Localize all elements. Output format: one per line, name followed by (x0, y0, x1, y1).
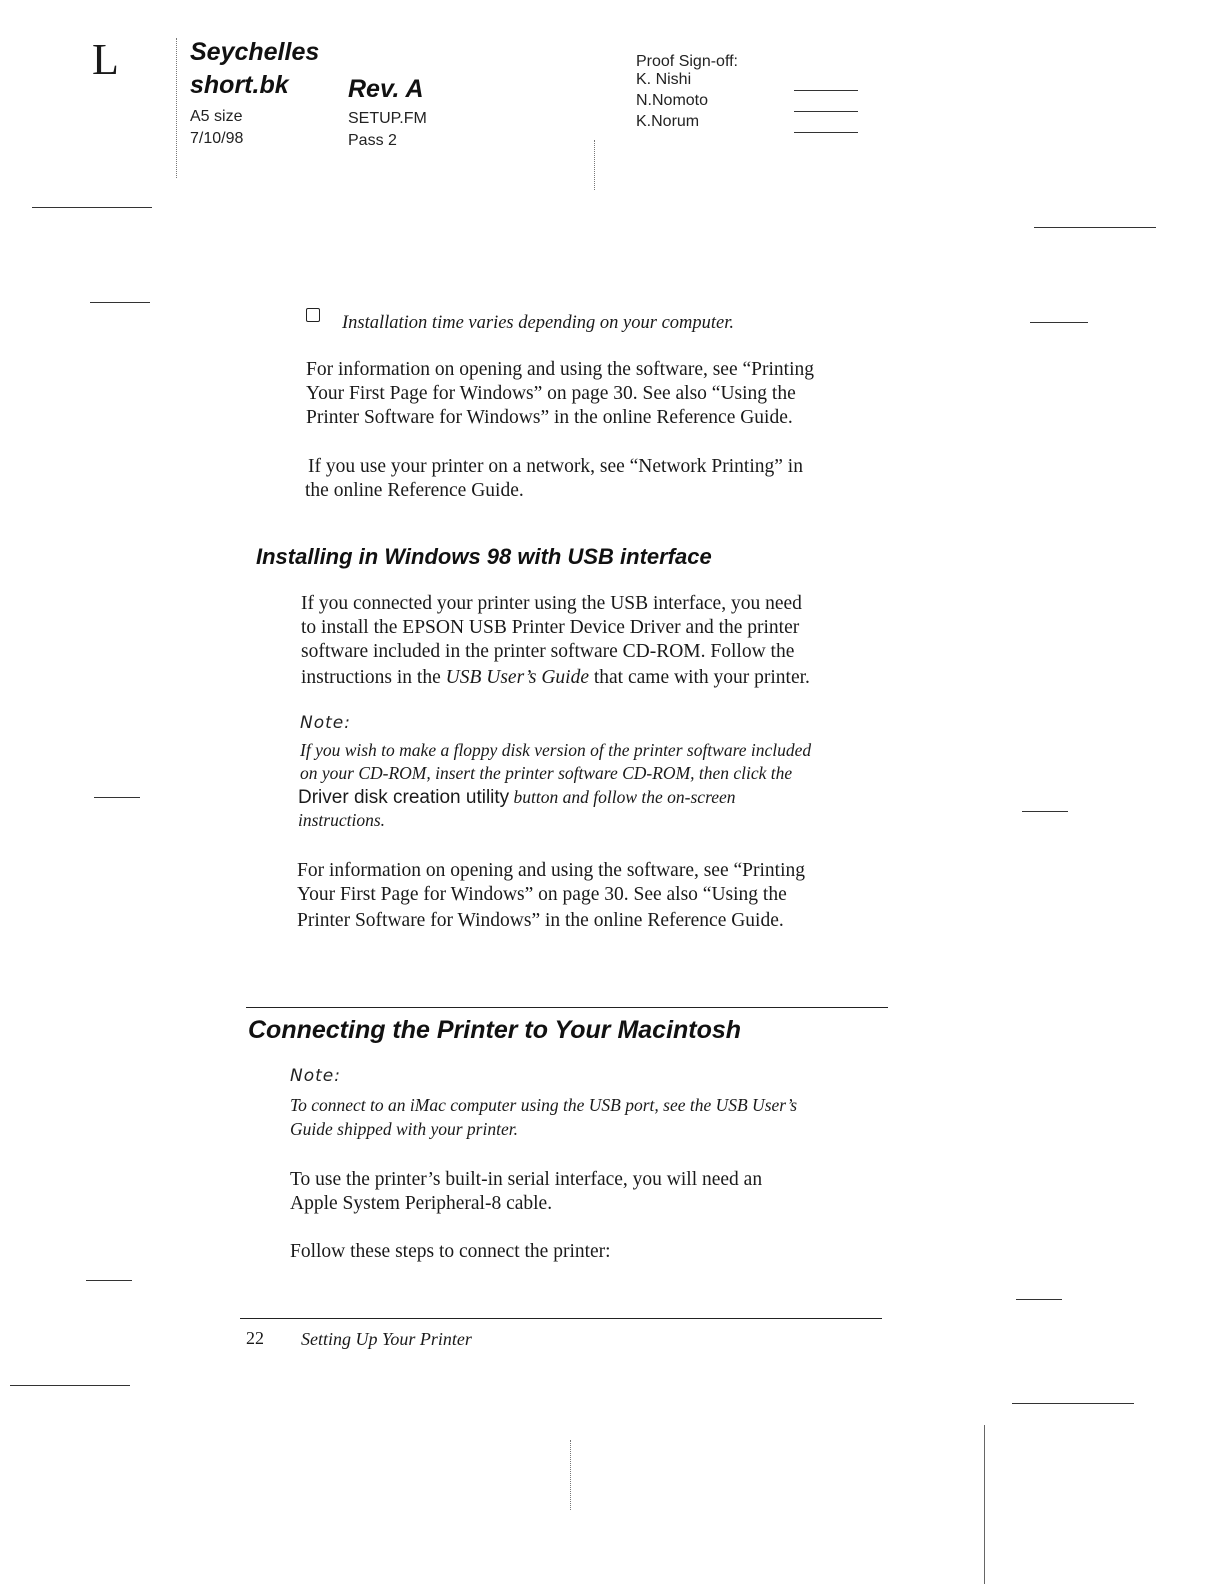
corner-registration-mark: L (92, 35, 119, 84)
proof-name: N.Nomoto (636, 92, 709, 109)
paragraph-line: the online Reference Guide. (305, 480, 524, 501)
paragraph-line: For information on opening and using the software, see “Printing (306, 359, 814, 380)
header-center-tick (594, 140, 595, 190)
note-line (298, 786, 736, 809)
note-line: Guide shipped with your printer. (290, 1119, 518, 1139)
note-line: If you wish to make a floppy disk version of the printer software included (300, 740, 812, 760)
header-pass: Pass 2 (348, 132, 397, 149)
header-book-file: short.bk (190, 71, 289, 99)
driver-disk-button-name: Driver disk creation utility (298, 787, 510, 808)
margin-mark (1030, 322, 1088, 323)
footer-rule (240, 1318, 882, 1319)
paragraph-line: Your First Page for Windows” on page 30. See also “Using the (306, 383, 796, 404)
paragraph-line: Your First Page for Windows” on page 30. See also “Using the (297, 884, 787, 905)
paragraph-line-guide-ref (301, 666, 810, 690)
margin-mark (1022, 811, 1068, 812)
signoff-line (794, 111, 858, 112)
header-page-size: A5 size (190, 108, 243, 125)
crop-mark (1012, 1403, 1134, 1404)
usb-users-guide-title: USB User’s Guide (445, 667, 589, 688)
text-run: button and follow the on-screen (509, 787, 736, 807)
section-heading-macintosh: Connecting the Printer to Your Macintosh (248, 1016, 742, 1044)
note-label: Note: (290, 1066, 341, 1086)
margin-mark (86, 1280, 132, 1281)
page-number: 22 (246, 1328, 264, 1348)
footer-chapter-title: Setting Up Your Printer (301, 1329, 472, 1349)
section-heading-usb: Installing in Windows 98 with USB interface (256, 544, 712, 569)
text-run: instructions in the (301, 667, 446, 688)
margin-mark (1016, 1299, 1062, 1300)
paragraph-line: To use the printer’s built-in serial interface, you will need an (290, 1169, 763, 1190)
header-revision: Rev. A (348, 75, 424, 103)
paragraph-line: to install the EPSON USB Printer Device Driver and the printer (301, 617, 800, 638)
note-label: Note: (300, 713, 351, 733)
crop-mark (32, 207, 152, 208)
margin-mark (90, 302, 150, 303)
paragraph-line: If you connected your printer using the USB interface, you need (301, 593, 802, 614)
margin-mark (94, 797, 140, 798)
paragraph-line: Printer Software for Windows” in the online Reference Guide. (306, 407, 793, 428)
bottom-center-tick (570, 1440, 571, 1510)
note-line: instructions. (298, 810, 386, 830)
proof-signoff-label: Proof Sign-off: (636, 53, 738, 70)
paragraph-line: software included in the printer software CD-ROM. Follow the (301, 641, 795, 662)
paragraph-line: For information on opening and using the software, see “Printing (297, 860, 805, 881)
checkbox-square-icon (306, 308, 320, 322)
header-dotted-rule (176, 38, 177, 178)
section-rule (246, 1007, 888, 1008)
proof-name: K.Norum (636, 113, 700, 130)
header-file-name: SETUP.FM (348, 110, 427, 127)
proof-name: K. Nishi (636, 71, 692, 88)
crop-mark (10, 1385, 130, 1386)
signoff-line (794, 132, 858, 133)
paragraph-line: Printer Software for Windows” in the online Reference Guide. (297, 910, 784, 931)
bullet-text: Installation time varies depending on your computer. (342, 313, 735, 333)
paragraph-line: If you use your printer on a network, see “Network Printing” in (308, 456, 803, 477)
crop-mark (1034, 227, 1156, 228)
signoff-line (794, 90, 858, 91)
text-run: that came with your printer. (588, 667, 810, 688)
note-line: on your CD-ROM, insert the printer software CD-ROM, then click the (300, 763, 793, 783)
crop-mark-vertical (984, 1425, 985, 1584)
header-date: 7/10/98 (190, 130, 244, 147)
steps-intro: Follow these steps to connect the printer: (290, 1241, 611, 1262)
paragraph-line: Apple System Peripheral-8 cable. (290, 1193, 553, 1214)
header-book-title: Seychelles (190, 38, 320, 66)
note-line: To connect to an iMac computer using the USB port, see the USB User’s (290, 1095, 798, 1115)
